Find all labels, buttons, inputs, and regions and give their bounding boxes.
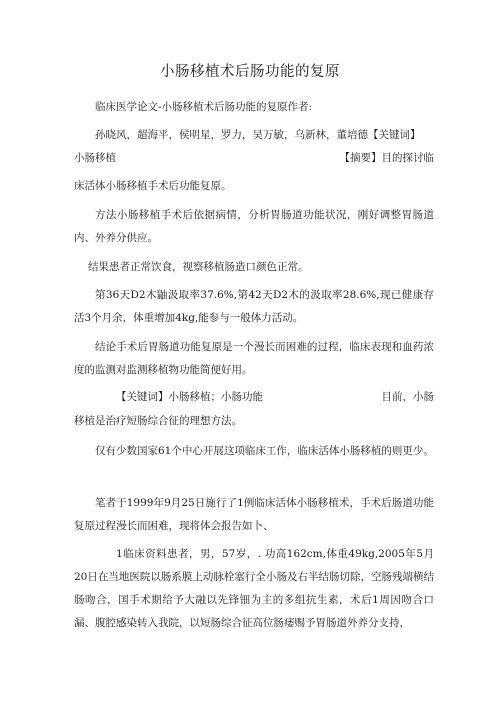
paragraph-method: 方法小肠移植手术后依据病情，分析胃肠道功能状况，刚好调整胃肠道内、外养分供应。 [74,209,434,244]
keyword-label: 小肠移植 [74,152,116,164]
paragraph-authors-line2 [74,147,434,170]
abstract-label: 【摘要】目的探讨临 [339,152,434,164]
paragraph-source: 临床医学论文-小肠移植术后肠功能的复原作者: [95,101,313,113]
paragraph-conclusion: 结论手术后胃肠道功能复原是一个漫长而困难的过程，临床表现和血药浓度的监测对监测移植物功能简便好用。 [74,341,434,376]
paragraph-ideal-method: 移植是治疗短肠综合征的理想方法。 [74,415,242,427]
paragraph-result: 结果患者正常饮食，视察移植肠造口颜色正常。 [88,261,309,273]
keywords-text: 【关键词】小肠移植；小肠功能 [116,391,263,403]
paragraph-author-case: 笔者于1999年9月25日施行了1例临床活体小肠移植术，手术后肠道功能复原过程漫长而困难，现将体会报告如卜、 [74,497,434,532]
paragraph-authors-line1: 孙晓风，超海平，侯明星，罗力，吴万敏，乌新林，董培德【关键词】 [95,129,421,141]
currently-text: 目前，小肠 [381,391,434,403]
paragraph-clinical-data: 1临床资料患者，男，57岁，. 功高162cm,体重49kg,2005年5月20日在当地医院以肠系膜上动脉栓塞行全小肠及右半结肠切除，空肠残端横结肠吻合，国手术期给予大融以先锋钿为主的多组抗生素，术后1周因吻合口漏、腹腔感染转入我院，以短肠综合征高位肠痿赐予胃肠道外养分支持， [74,548,434,629]
paragraph-abstract-tail: 床活体小肠移植手术后功能复原。 [74,180,232,192]
document-title: 小肠移植术后肠功能的复原 [160,64,340,80]
paragraph-keywords-line [74,386,434,409]
paragraph-absorption: 第36天D2木鼬汲取率37.6%,第42天D2木的汲取率28.6%,现已健康存活3个月余，体重增加4kg,能参与一般体力活动。 [74,289,434,324]
paragraph-centers: 仅有少数国家61个中心开展这项临床工作，临床活体小肠移植的则更少。 [95,445,434,457]
